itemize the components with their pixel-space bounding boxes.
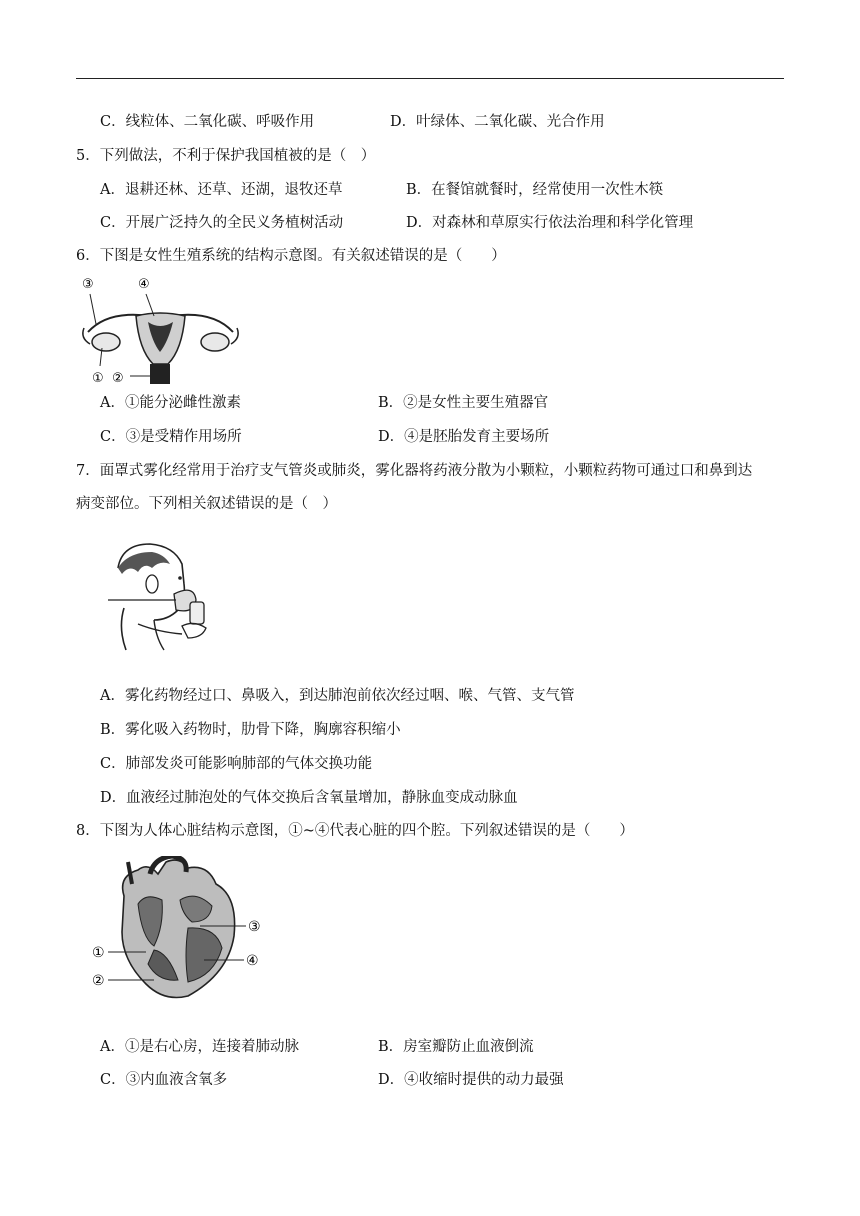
q6-stem: 6．下图是女性生殖系统的结构示意图。有关叙述错误的是（ ） — [76, 248, 506, 264]
q8-label-4: ④ — [246, 953, 259, 969]
q8-label-1: ① — [92, 945, 105, 961]
q6-label-3: ③ — [82, 277, 94, 292]
q5-option-b[interactable]: B．在餐馆就餐时，经常使用一次性木筷 — [406, 182, 664, 198]
q8-option-a[interactable]: A．①是右心房，连接着肺动脉 — [100, 1039, 299, 1055]
q6-option-c[interactable]: C．③是受精作用场所 — [100, 429, 242, 445]
q7-option-d[interactable]: D．血液经过肺泡处的气体交换后含氧量增加，静脉血变成动脉血 — [100, 790, 518, 806]
q7-option-c[interactable]: C．肺部发炎可能影响肺部的气体交换功能 — [100, 756, 373, 772]
q7-option-b[interactable]: B．雾化吸入药物时，肋骨下降，胸廓容积缩小 — [100, 722, 401, 738]
q8-option-d[interactable]: D．④收缩时提供的动力最强 — [378, 1072, 564, 1088]
female-reproductive-system-figure — [78, 272, 243, 390]
q6-option-d[interactable]: D．④是胚胎发育主要场所 — [378, 429, 550, 445]
q6-option-a[interactable]: A．①能分泌雌性激素 — [100, 395, 241, 411]
q7-stem-line2: 病变部位。下列相关叙述错误的是（ ） — [76, 496, 337, 512]
q4-option-d[interactable]: D．叶绿体、二氧化碳、光合作用 — [390, 114, 605, 130]
q7-option-a[interactable]: A．雾化药物经过口、鼻吸入，到达肺泡前依次经过咽、喉、气管、支气管 — [100, 688, 575, 704]
q5-option-a[interactable]: A．退耕还林、还草、还湖，退牧还草 — [100, 182, 343, 198]
q8-label-3: ③ — [248, 919, 261, 935]
q6-label-1: ① — [92, 371, 104, 386]
q6-option-b[interactable]: B．②是女性主要生殖器官 — [378, 395, 549, 411]
q6-label-4: ④ — [138, 277, 150, 292]
q8-option-c[interactable]: C．③内血液含氧多 — [100, 1072, 228, 1088]
q5-option-d[interactable]: D．对森林和草原实行依法治理和科学化管理 — [406, 215, 694, 231]
q7-stem-line1: 7．面罩式雾化经常用于治疗支气管炎或肺炎，雾化器将药液分散为小颗粒，小颗粒药物可通过口和鼻到达 — [76, 463, 753, 479]
heart-structure-figure — [88, 856, 268, 1006]
q8-label-2: ② — [92, 973, 105, 989]
q8-stem: 8．下图为人体心脏结构示意图，①~④代表心脏的四个腔。下列叙述错误的是（ ） — [76, 823, 634, 839]
nebulizer-child-figure — [98, 538, 224, 654]
header-rule — [76, 78, 784, 79]
q4-option-c[interactable]: C．线粒体、二氧化碳、呼吸作用 — [100, 114, 315, 130]
q5-option-c[interactable]: C．开展广泛持久的全民义务植树活动 — [100, 215, 344, 231]
q5-stem: 5．下列做法，不利于保护我国植被的是（ ） — [76, 148, 376, 164]
q8-option-b[interactable]: B．房室瓣防止血液倒流 — [378, 1039, 534, 1055]
q6-label-2: ② — [112, 371, 124, 386]
